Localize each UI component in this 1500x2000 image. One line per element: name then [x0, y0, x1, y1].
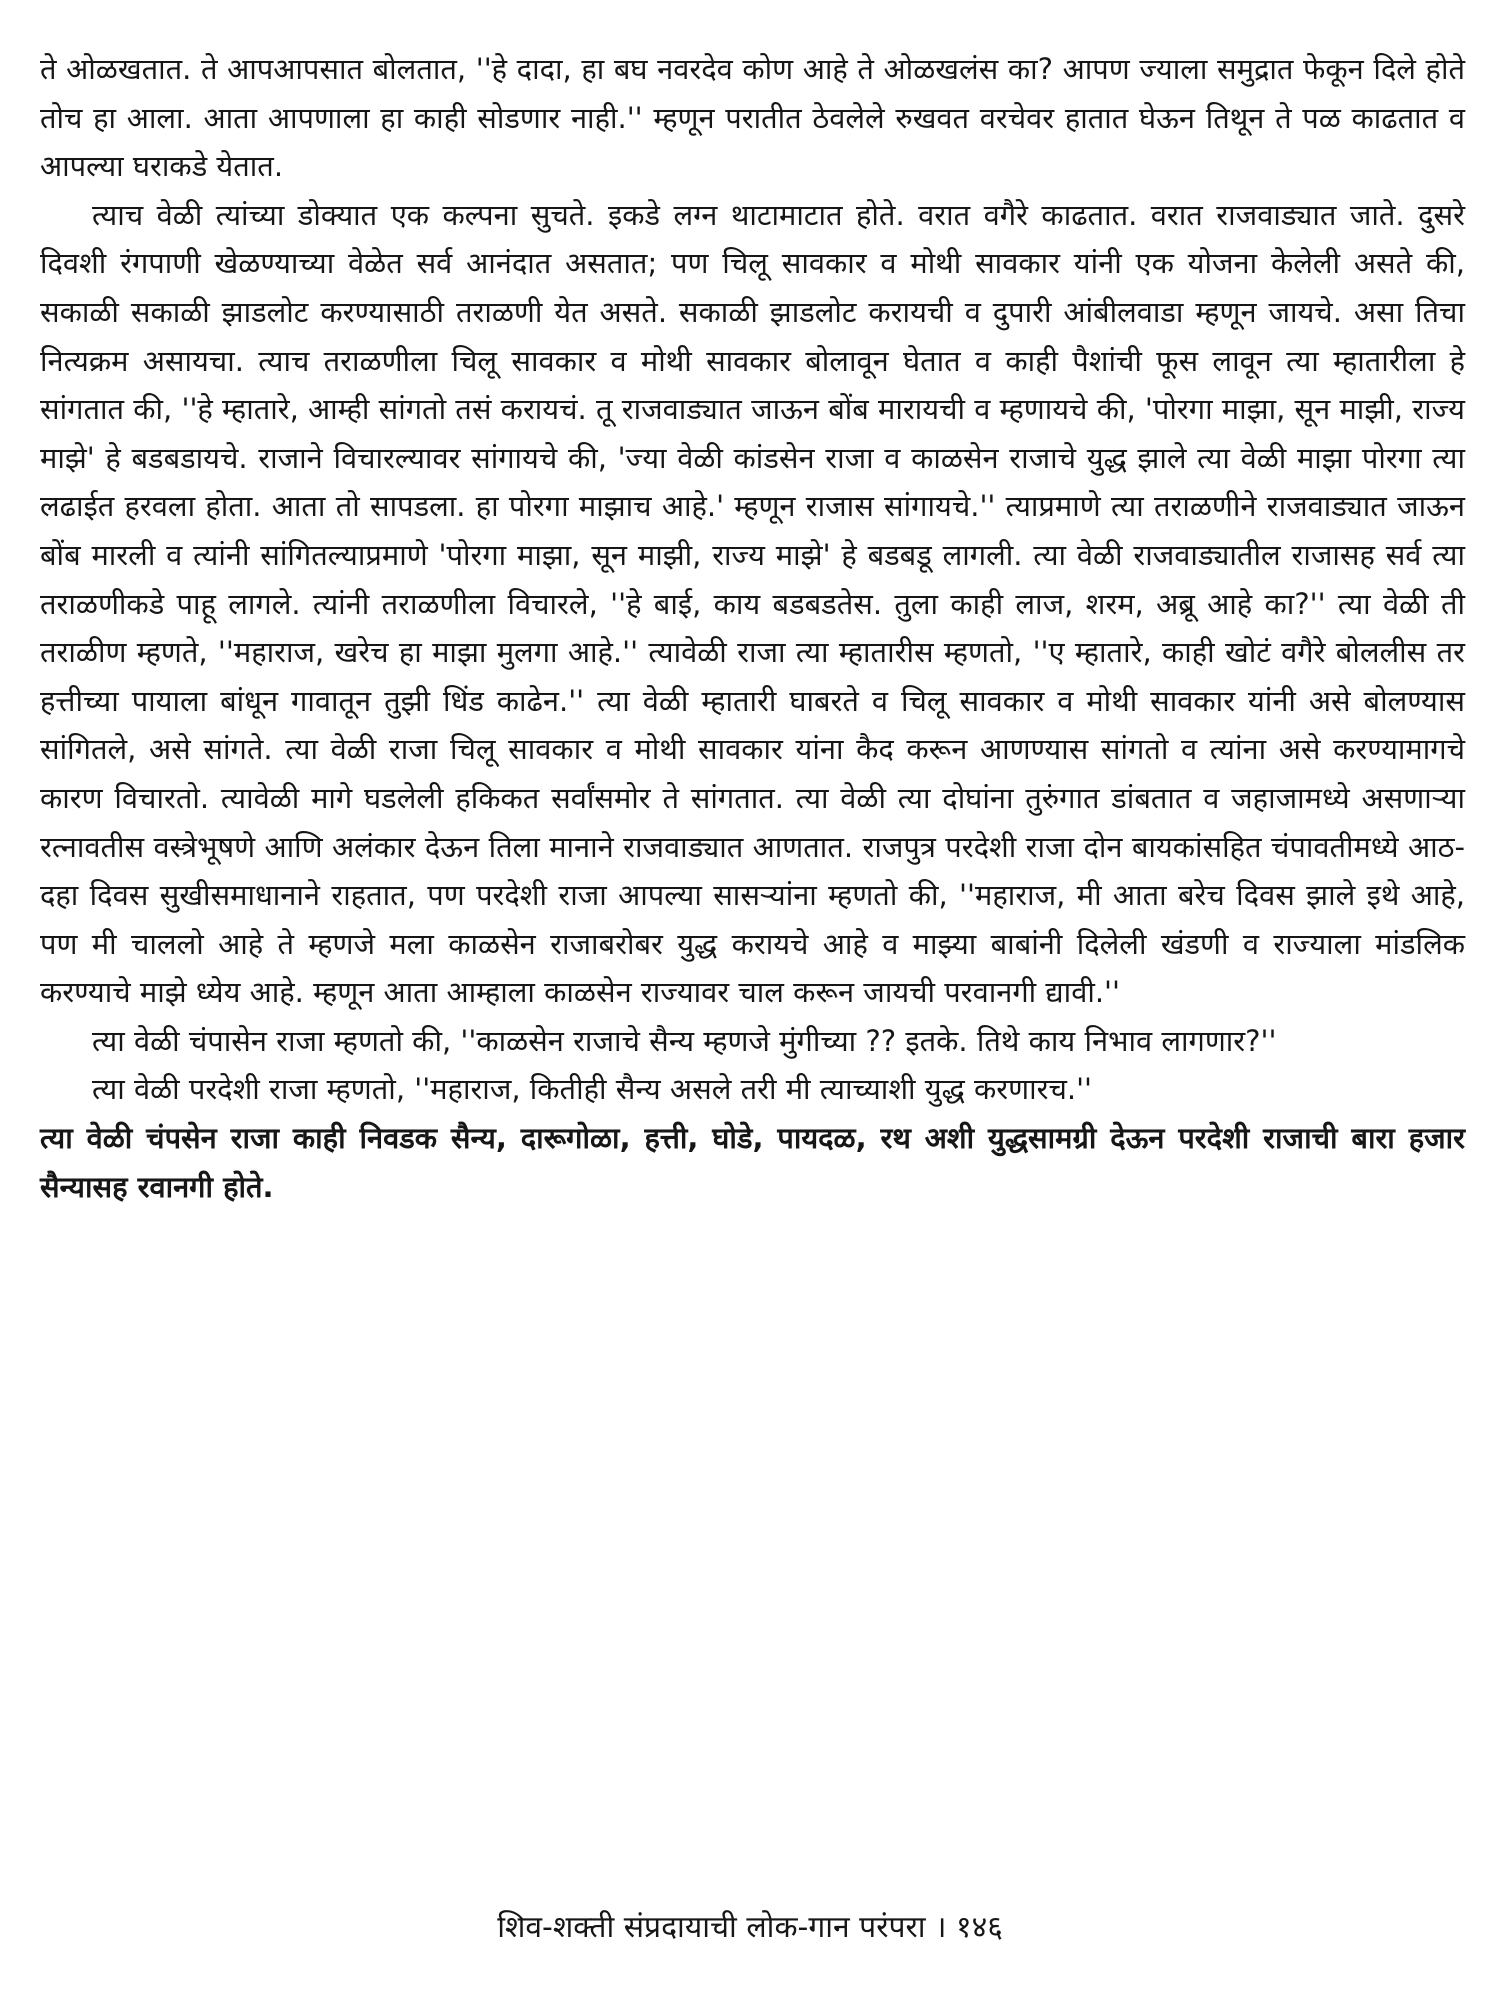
paragraph-1: ते ओळखतात. ते आपआपसात बोलतात, ''हे दादा, हा बघ नवरदेव कोण आहे ते ओळखलंस का? आपण ज्याला समुद्रात फेकून दिले होते तोच हा आला. आता आपणाला हा काही सोडणार नाही.'' म्हणून परातीत ठेवलेले रुखवत वरचेवर हातात घेऊन तिथून ते पळ काढतात व आपल्या घराकडे येतात. — [40, 52, 1465, 184]
paragraph-4: त्या वेळी परदेशी राजा म्हणतो, ''महाराज, कितीही सैन्य असले तरी मी त्याच्याशी युद्ध करणारच.'' — [92, 1072, 1093, 1107]
paragraph-2: त्याच वेळी त्यांच्या डोक्यात एक कल्पना सुचते. इकडे लग्न थाटामाटात होते. वरात वगैरे काढतात. वरात राजवाड्यात जाते. दुसरे दिवशी रंगपाणी खेळण्याच्या वेळेत सर्व आनंदात असतात; पण चिलू सावकार व मोथी सावकार यांनी एक योजना केलेली असते की, सकाळी सकाळी झाडलोट करण्यासाठी तराळणी येत असते. सकाळी झाडलोट करायची व दुपारी आंबीलवाडा म्हणून जायचे. असा तिचा नित्यक्रम असायचा. त्याच तराळणीला चिलू सावकार व मोथी सावकार बोलावून घेतात व काही पैशांची फूस लावून त्या म्हातारीला हे सांगतात की, ''हे म्हातारे, आम्ही सांगतो तसं करायचं. तू राजवाड्यात जाऊन बोंब मारायची व म्हणायचे की, 'पोरगा माझा, सून माझी, राज्य माझे' हे बडबडायचे. राजाने विचारल्यावर सांगायचे की, 'ज्या वेळी कांडसेन राजा व काळसेन राजाचे युद्ध झाले त्या वेळी माझा पोरगा त्या लढाईत हरवला होता. आता तो सापडला. हा पोरगा माझाच आहे.' म्हणून राजास सांगायचे.'' त्याप्रमाणे त्या तराळणीने राजवाड्यात जाऊन बोंब मारली व त्यांनी सांगितल्याप्रमाणे 'पोरगा माझा, सून माझी, राज्य माझे' हे बडबडू लागली. त्या वेळी राजवाड्यातील राजासह सर्व त्या तराळणीकडे पाहू लागले. त्यांनी तराळणीला विचारले, ''हे बाई, काय बडबडतेस. तुला काही लाज, शरम, अब्रू आहे का?'' त्या वेळी ती तराळीण म्हणते, ''महाराज, खरेच हा माझा मुलगा आहे.'' त्यावेळी राजा त्या म्हातारीस म्हणतो, ''ए म्हातारे, काही खोटं वगैरे बोललीस तर हत्तीच्या पायाला बांधून गावातून तुझी धिंड काढेन.'' त्या वेळी म्हातारी घाबरते व चिलू सावकार व मोथी सावकार यांनी असे बोलण्यास सांगितले, असे सांगते. त्या वेळी राजा चिलू सावकार व मोथी सावकार यांना कैद करून आणण्यास सांगतो व त्यांना असे करण्यामागचे कारण विचारतो. त्यावेळी मागे घडलेली हकिकत सर्वांसमोर ते सांगतात. त्या वेळी त्या दोघांना तुरुंगात डांबतात व जहाजामध्ये असणाऱ्या रत्नावतीस वस्त्रेभूषणे आणि अलंकार देऊन तिला मानाने राजवाड्यात आणतात. राजपुत्र परदेशी राजा दोन बायकांसहित चंपावतीमध्ये आठ-दहा दिवस सुखीसमाधानाने राहतात, पण परदेशी राजा आपल्या सासऱ्यांना म्हणतो की, ''महाराज, मी आता बरेच दिवस झाले इथे आहे, पण मी चाललो आहे ते म्हणजे मला काळसेन राजाबरोबर युद्ध करायचे आहे व माझ्या बाबांनी दिलेली खंडणी व राज्याला मांडलिक करण्याचे माझे ध्येय आहे. म्हणून आता आम्हाला काळसेन राज्यावर चाल करून जायची परवानगी द्यावी.'' — [40, 197, 1465, 1010]
paragraph-5: त्या वेळी चंपसेन राजा काही निवडक सैन्य, दारूगोळा, हत्ती, घोडे, पायदळ, रथ अशी युद्धसामग्री देऊन परदेशी राजाची बारा हजार सैन्यासह रवानगी होते. — [40, 1121, 1465, 1204]
paragraph-3: त्या वेळी चंपासेन राजा म्हणतो की, ''काळसेन राजाचे सैन्य म्हणजे मुंगीच्या ?? इतके. तिथे काय निभाव लागणार?'' — [92, 1023, 1277, 1058]
page-body — [40, 45, 1465, 1211]
page-footer: शिव-शक्ती संप्रदायाची लोक-गान परंपरा । १४६ — [497, 1910, 1003, 1945]
